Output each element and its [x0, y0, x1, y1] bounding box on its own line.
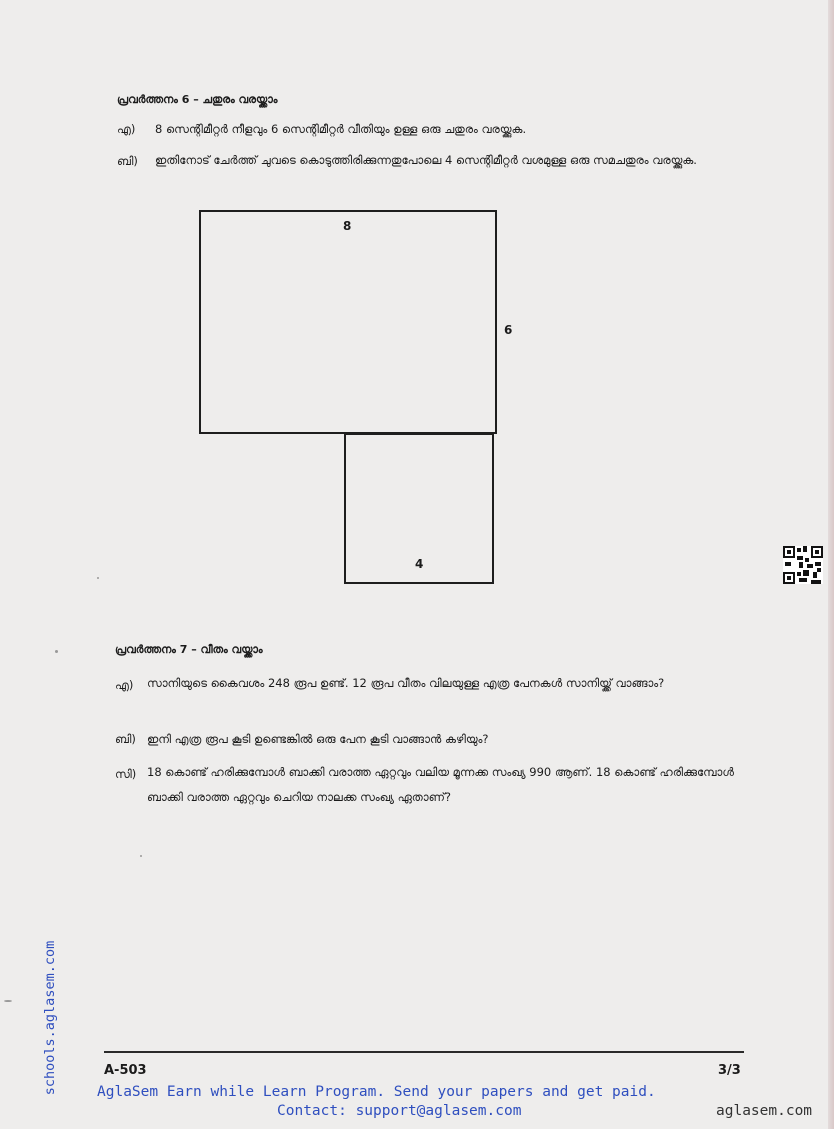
scan-speck: [140, 855, 142, 857]
activity7-c-marker: സി): [115, 767, 137, 781]
activity7-a-text: സാനിയുടെ കൈവശം 248 രൂപ ഉണ്ട്. 12 രൂപ വീതം വിലയുള്ള എത്ര പേനകൾ സാനിയ്ക്ക് വാങ്ങാം?: [147, 676, 665, 690]
qr-code-icon: [783, 546, 823, 584]
activity6-b-marker: ബി): [117, 154, 138, 168]
side-watermark: schools.aglasem.com: [42, 940, 58, 1096]
activity7-a-marker: എ): [115, 678, 134, 692]
scan-edge: [828, 0, 834, 1129]
activity6-a-marker: എ): [117, 122, 136, 136]
activity7-c-text: 18 കൊണ്ട് ഹരിക്കുമ്പോൾ ബാക്കി വരാത്ത ഏറ്റവും വലിയ മൂന്നക്ക സംഖ്യ 990 ആണ്. 18 കൊണ്ട് ഹരിക്കുമ്പോൾ ബാക്കി വരാത്ത ഏറ്റവും ചെറിയ നാലക്ക സംഖ്യ ഏതാണ്?: [147, 765, 734, 804]
site-watermark[interactable]: aglasem.com: [716, 1103, 813, 1119]
activity7-b-marker: ബി): [115, 732, 136, 746]
promo-line-2: Contact: support@aglasem.com: [277, 1103, 522, 1119]
square-side-label: 4: [415, 557, 424, 571]
activity7-heading: പ്രവർത്തനം 7 – വീതം വയ്ക്കാം: [115, 643, 263, 656]
rect-width-label: 6: [504, 323, 513, 337]
scan-speck: [97, 577, 99, 579]
promo-line-1: AglaSem Earn while Learn Program. Send your papers and get paid.: [97, 1084, 656, 1100]
scan-speck: [4, 1000, 12, 1002]
page-number: 3/3: [718, 1063, 741, 1078]
footer-rule: [104, 1051, 744, 1053]
activity6-a-text: 8 സെന്റിമീറ്റർ നീളവും 6 സെന്റിമീറ്റർ വീതിയും ഉള്ള ഒരു ചതുരം വരയ്ക്കുക.: [155, 122, 527, 136]
activity7-b-text: ഇനി എത്ര രൂപ കൂടി ഉണ്ടെങ്കിൽ ഒരു പേന കൂടി വാങ്ങാൻ കഴിയും?: [147, 732, 489, 746]
paper-code: A-503: [104, 1063, 147, 1078]
rectangle-8x6: [199, 210, 497, 434]
activity6-heading: പ്രവർത്തനം 6 – ചതുരം വരയ്ക്കാം: [117, 93, 278, 106]
rect-length-label: 8: [343, 219, 352, 233]
activity6-b-text: ഇതിനോട് ചേർത്ത് ചുവടെ കൊടുത്തിരിക്കുന്നതുപോലെ 4 സെന്റിമീറ്റർ വശമുള്ള ഒരു സമചതുരം വരയ്ക്കുക.: [155, 153, 697, 167]
scan-speck: [55, 650, 58, 653]
